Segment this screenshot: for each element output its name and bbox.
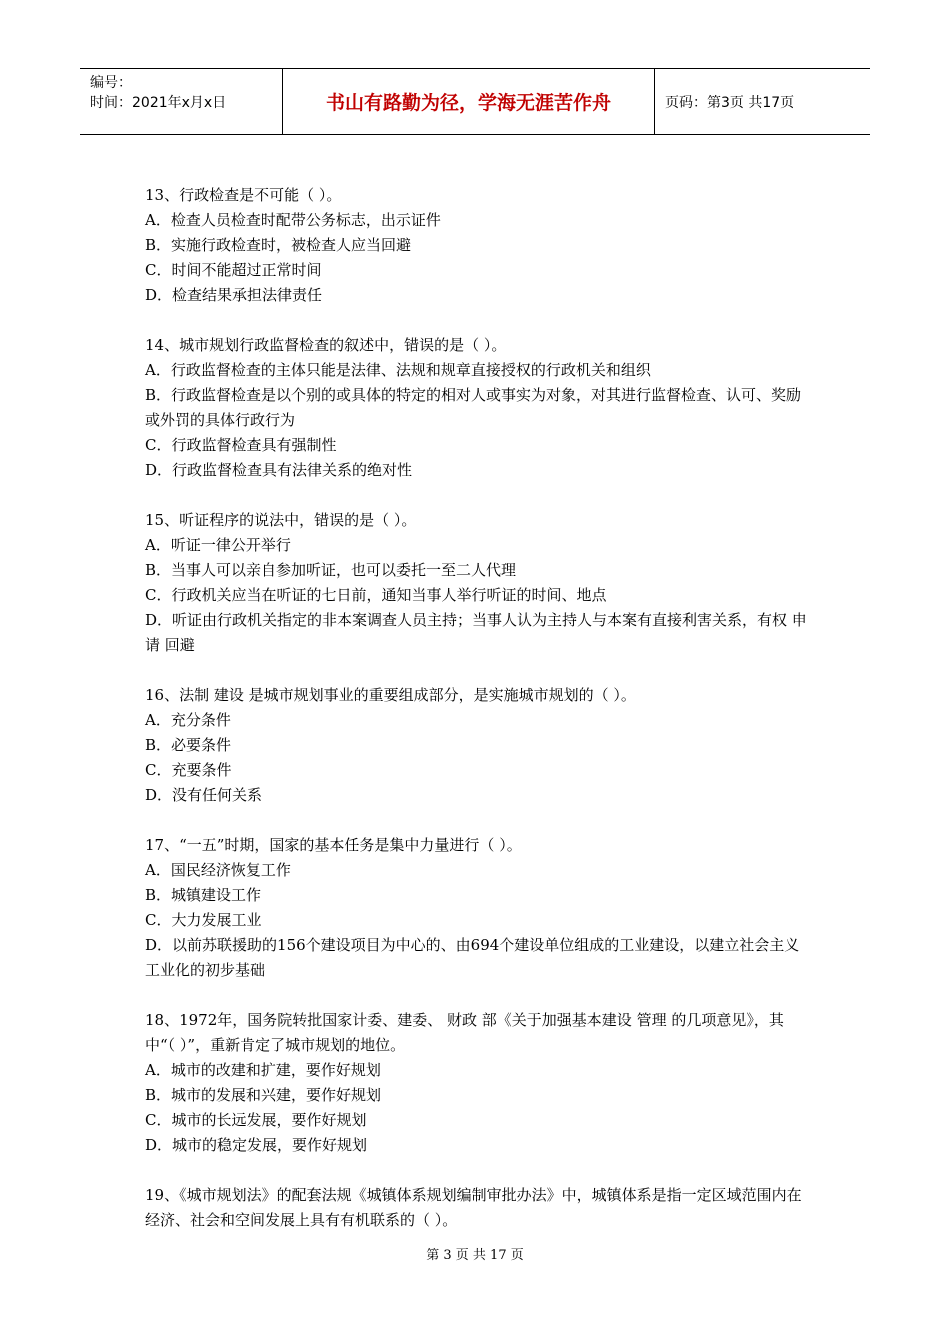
question-option: D．听证由行政机关指定的非本案调查人员主持；当事人认为主持人与本案有直接利害关系，有权 申请 回避 — [145, 611, 807, 654]
question-option: C．充要条件 — [145, 761, 232, 779]
date-label: 时间：2021年x月x日 — [90, 95, 227, 111]
question-block — [145, 333, 810, 483]
question-stem: 13、行政检查是不可能（ ）。 — [145, 186, 342, 204]
question-option: C．行政监督检查具有强制性 — [145, 436, 337, 454]
question-option: B．当事人可以亲自参加听证，也可以委托一至二人代理 — [145, 561, 517, 579]
header-page-info: 页码：第3页 共17页 — [665, 94, 795, 111]
question-option: C．行政机关应当在听证的七日前，通知当事人举行听证的时间、地点 — [145, 586, 607, 604]
question-option: B．行政监督检查是以个别的或具体的特定的相对人或事实为对象，对其进行监督检查、认可、奖励或外罚的具体行政行为 — [145, 386, 802, 429]
question-option: B．城镇建设工作 — [145, 886, 262, 904]
question-option: D．以前苏联援助的156个建设项目为中心的、由694个建设单位组成的工业建设，以建立社会主义工业化的初步基础 — [145, 936, 800, 979]
page-footer: 第 3 页 共 17 页 — [426, 1248, 524, 1263]
question-option: B．必要条件 — [145, 736, 232, 754]
question-option: A．充分条件 — [145, 711, 231, 729]
question-option: A．检查人员检查时配带公务标志，出示证件 — [145, 211, 441, 229]
question-block — [145, 833, 810, 983]
header-motto: 书山有路勤为径，学海无涯苦作舟 — [283, 69, 655, 134]
question-option: B．城市的发展和兴建，要作好规划 — [145, 1086, 382, 1104]
question-option: A．行政监督检查的主体只能是法律、法规和规章直接授权的行政机关和组织 — [145, 361, 651, 379]
question-stem: 18、1972年，国务院转批国家计委、建委、 财政 部《关于加强基本建设 管理 的几项意见》，其中“（ ）”，重新肯定了城市规划的地位。 — [145, 1011, 784, 1054]
question-option: C．大力发展工业 — [145, 911, 262, 929]
question-block — [145, 683, 810, 808]
question-option: C．城市的长远发展，要作好规划 — [145, 1111, 367, 1129]
question-option: C．时间不能超过正常时间 — [145, 261, 322, 279]
question-block — [145, 1183, 810, 1233]
question-option: B．实施行政检查时，被检查人应当回避 — [145, 236, 412, 254]
header-meta — [80, 69, 283, 134]
question-stem: 16、法制 建设 是城市规划事业的重要组成部分，是实施城市规划的（ ）。 — [145, 686, 636, 704]
question-option: A．听证一律公开举行 — [145, 536, 291, 554]
question-option: A．国民经济恢复工作 — [145, 861, 291, 879]
question-block — [145, 183, 810, 308]
question-option: D．没有任何关系 — [145, 786, 263, 804]
question-stem: 19、《城市规划法》的配套法规《城镇体系规划编制审批办法》中，城镇体系是指一定区域范围内在经济、社会和空间发展上具有有机联系的（ ）。 — [145, 1186, 802, 1229]
question-stem: 15、听证程序的说法中，错误的是（ ）。 — [145, 511, 417, 529]
question-option: D．行政监督检查具有法律关系的绝对性 — [145, 461, 413, 479]
question-list — [145, 183, 810, 1258]
code-label: 编号： — [90, 75, 132, 91]
question-block — [145, 1008, 810, 1158]
question-option: A．城市的改建和扩建，要作好规划 — [145, 1061, 381, 1079]
question-stem: 17、“一五”时期，国家的基本任务是集中力量进行（ ）。 — [145, 836, 522, 854]
question-option: D．城市的稳定发展，要作好规划 — [145, 1136, 368, 1154]
page-header — [80, 68, 870, 135]
question-block — [145, 508, 810, 658]
question-stem: 14、城市规划行政监督检查的叙述中，错误的是（ ）。 — [145, 336, 507, 354]
question-option: D．检查结果承担法律责任 — [145, 286, 323, 304]
